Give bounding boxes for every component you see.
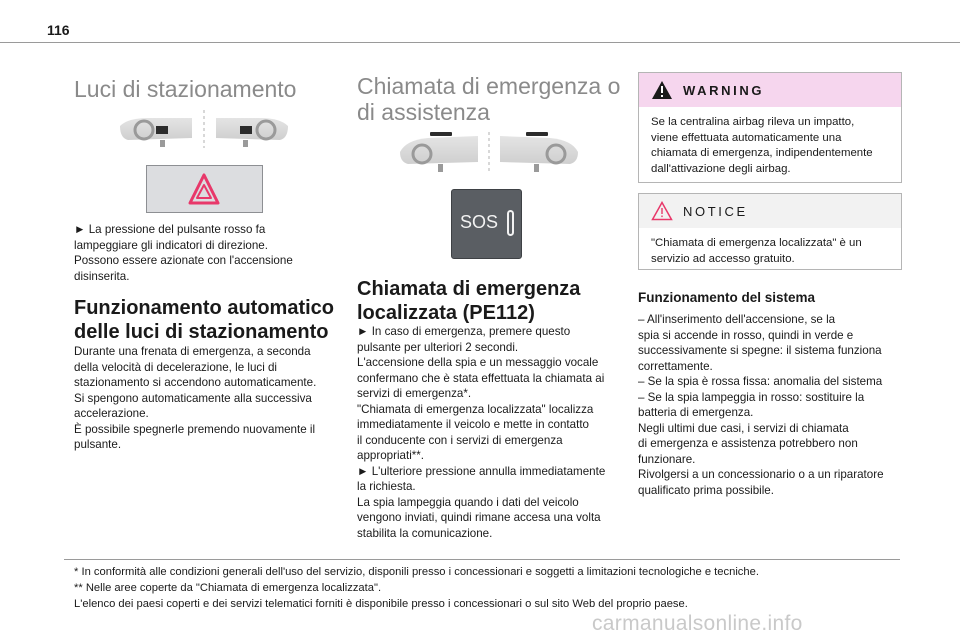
body-line: batteria di emergenza. xyxy=(638,406,754,419)
body-line: immediatamente il veicolo e mette in contatto xyxy=(357,418,589,431)
auto-lights-text xyxy=(74,344,344,453)
footnote: * In conformità alle condizioni generali dell'uso del servizio, disponili presso i concessionari e soggetti a limitazioni tecnologiche e tecniche. xyxy=(74,566,759,578)
warning-header xyxy=(639,73,901,107)
body-line: confermano che è stata effettuata la chiamata ai xyxy=(357,371,605,385)
notice-text xyxy=(639,228,901,267)
intro-line: disinserita. xyxy=(74,269,130,283)
body-line: accelerazione. xyxy=(74,407,149,420)
body-line: stabilita la comunicazione. xyxy=(357,526,493,540)
section-title-line: Chiamata di emergenza xyxy=(357,278,581,300)
notice-line: "Chiamata di emergenza localizzata" è un xyxy=(651,237,862,249)
title-line: Chiamata di emergenza o xyxy=(357,73,621,99)
body-line: – All'inserimento dell'accensione, se la xyxy=(638,313,836,326)
hazard-triangle-icon xyxy=(147,166,262,212)
body-line: appropriati**. xyxy=(357,449,425,462)
body-line: – Se la spia è rossa fissa: anomalia del sistema xyxy=(638,375,883,388)
footnote: L'elenco dei paesi coperti e dei servizi telematici forniti è disponibile presso i concessionari o sul sito Web del proprio paese. xyxy=(74,598,688,610)
hazard-button-illustration xyxy=(146,165,263,213)
body-line: il conducente con i servizi di emergenza xyxy=(357,433,563,447)
intro-line: Possono essere azionate con l'accensione xyxy=(74,254,293,267)
body-line: È possibile spegnerle premendo nuovamente il xyxy=(74,422,316,436)
section-title-line: delle luci di stazionamento xyxy=(74,321,329,343)
notice-line: servizio ad accesso gratuito. xyxy=(651,252,795,265)
notice-title: NOTICE xyxy=(683,203,748,219)
header-divider xyxy=(0,42,960,43)
body-line: pulsante per ulteriori 2 secondi. xyxy=(357,340,519,354)
warning-line: chiamata di emergenza, indipendentemente xyxy=(651,147,873,159)
body-line: qualificato prima possibile. xyxy=(638,483,774,497)
notice-triangle-icon xyxy=(651,201,673,221)
notice-header xyxy=(639,194,901,228)
warning-triangle-icon xyxy=(651,80,673,100)
body-line: ► In caso di emergenza, premere questo xyxy=(357,325,571,338)
body-line: servizi di emergenza*. xyxy=(357,387,472,400)
body-line: di emergenza e assistenza potrebbero non xyxy=(638,437,858,450)
body-line: pulsante. xyxy=(74,438,122,451)
sos-label: SOS xyxy=(460,212,499,232)
body-line: correttamente. xyxy=(638,359,713,373)
intro-line: ► La pressione del pulsante rosso fa xyxy=(74,223,266,236)
auto-lights-heading xyxy=(74,296,354,344)
warning-box xyxy=(638,72,902,183)
warning-line: dall'attivazione degli airbag. xyxy=(651,162,791,175)
emergency-call-title xyxy=(357,73,627,125)
pe112-heading xyxy=(357,277,627,325)
parking-lights-column xyxy=(74,76,344,102)
body-line: "Chiamata di emergenza localizzata" localizza xyxy=(357,402,594,416)
pe112-text xyxy=(357,324,627,541)
site-watermark: carmanualsonline.info xyxy=(592,612,803,635)
dashboard-location-illustration xyxy=(118,108,290,152)
footnote: ** Nelle aree coperte da "Chiamata di emergenza localizzata". xyxy=(74,582,382,594)
system-operation-text xyxy=(638,312,906,498)
body-line: – Se la spia lampeggia in rosso: sostituire la xyxy=(638,390,865,404)
section-title: Funzionamento del sistema xyxy=(638,290,816,305)
overhead-console-illustration xyxy=(398,130,580,176)
footnotes xyxy=(74,564,904,612)
warning-line: Se la centralina airbag rileva un impatto, xyxy=(651,116,855,128)
body-line: ► L'ulteriore pressione annulla immediatamente xyxy=(357,464,606,478)
footer-divider xyxy=(64,559,900,560)
page-number: 116 xyxy=(47,22,70,38)
warning-title: WARNING xyxy=(683,82,765,98)
body-line: Si spengono automaticamente alla successiva xyxy=(74,391,312,405)
section-title-line: Funzionamento automatico xyxy=(74,297,334,319)
warning-line: viene effettuata automaticamente una xyxy=(651,131,842,144)
title-line: di assistenza xyxy=(357,99,490,125)
sos-button-illustration xyxy=(451,189,522,259)
intro-line: lampeggiare gli indicatori di direzione. xyxy=(74,238,268,252)
body-line: Negli ultimi due casi, i servizi di chiamata xyxy=(638,421,849,435)
notice-box xyxy=(638,193,902,270)
parking-lights-title: Luci di stazionamento xyxy=(74,76,297,102)
body-line: la richiesta. xyxy=(357,480,416,493)
section-title-line: localizzata (PE112) xyxy=(357,302,535,324)
body-line: spia si accende in rosso, quindi in verde e xyxy=(638,328,854,342)
body-line: La spia lampeggia quando i dati del veicolo xyxy=(357,495,579,509)
system-operation-heading xyxy=(638,290,908,305)
body-line: successivamente si spegne: il sistema funziona xyxy=(638,344,882,357)
body-line: stazionamento si accendono automaticamente. xyxy=(74,376,317,389)
body-line: Rivolgersi a un concessionario o a un riparatore xyxy=(638,468,884,481)
parking-lights-intro xyxy=(74,222,344,284)
sos-indicator-lamp-icon xyxy=(507,210,514,236)
body-line: vengono inviati, quindi rimane accesa una volta xyxy=(357,511,601,524)
warning-text xyxy=(639,107,901,177)
body-line: funzionare. xyxy=(638,452,696,466)
body-line: L'accensione della spia e un messaggio vocale xyxy=(357,356,599,369)
body-line: della velocità di decelerazione, le luci di xyxy=(74,360,278,374)
body-line: Durante una frenata di emergenza, a seconda xyxy=(74,345,311,358)
